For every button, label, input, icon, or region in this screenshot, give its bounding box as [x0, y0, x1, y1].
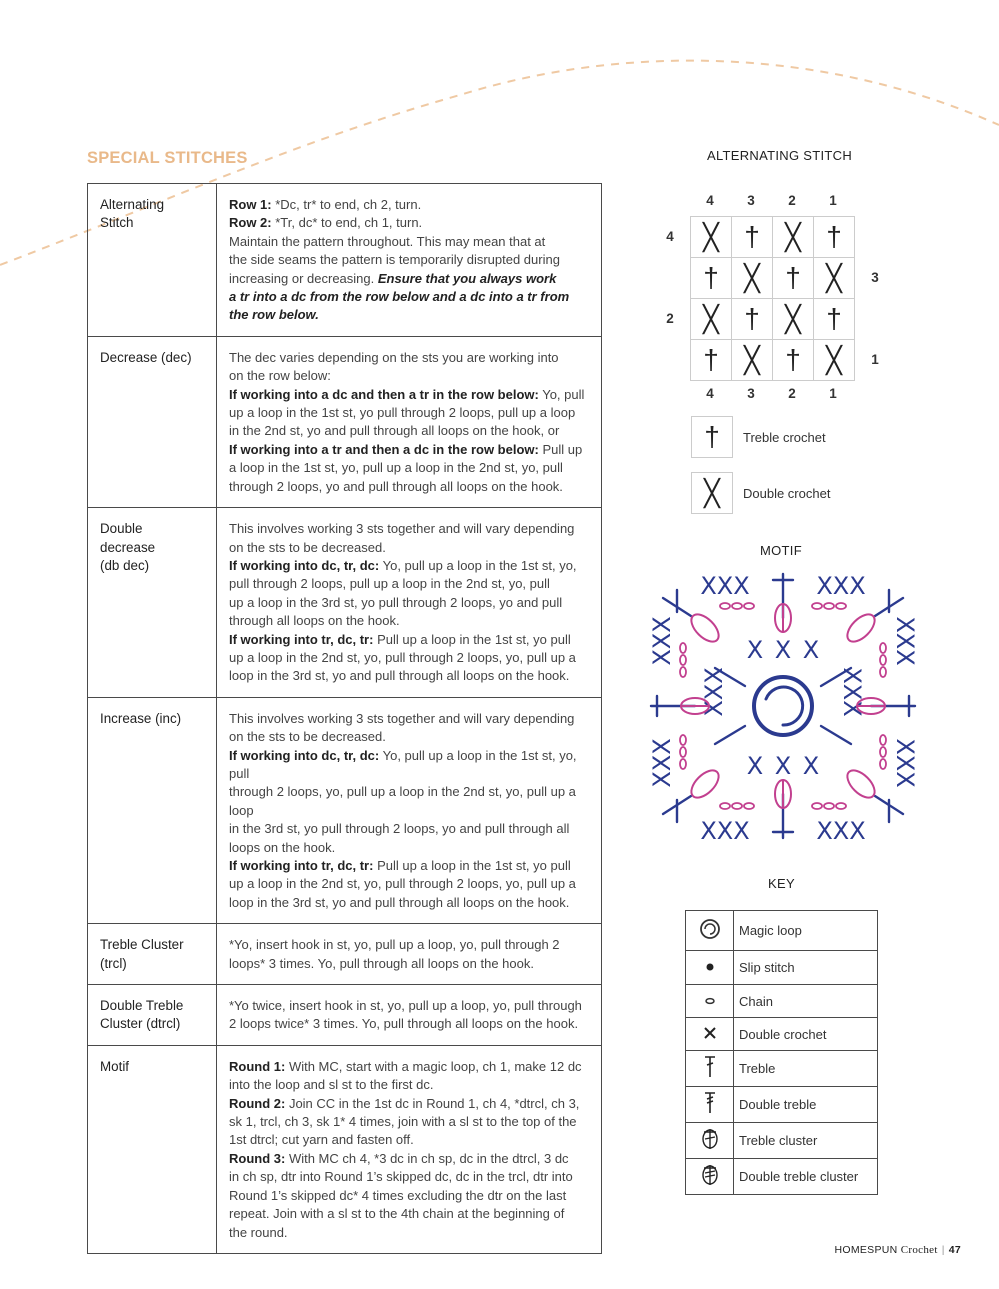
treble-crochet-icon: †	[732, 217, 773, 258]
svg-text:X: X	[746, 752, 764, 780]
stitch-description	[217, 184, 602, 337]
body-text: on the sts to be decreased.	[229, 729, 386, 745]
emphasis-text: Round 1:	[229, 1058, 286, 1074]
key-title: KEY	[768, 876, 795, 891]
description-line	[229, 288, 591, 306]
stitch-name-line: Treble Cluster	[100, 937, 184, 953]
stitch-name	[88, 336, 217, 507]
body-text: in the 3rd st, yo pull through 2 loops, yo and pull through all	[229, 821, 570, 837]
body-text: through 2 loops, yo, pull up a loop in the 2nd st, yo, pull up a loop	[229, 784, 576, 818]
stitch-name-line: decrease	[100, 539, 156, 555]
description-line	[229, 857, 591, 875]
description-line	[229, 1113, 591, 1131]
description-line	[229, 936, 591, 954]
stitch-description	[217, 508, 602, 698]
stitch-description	[217, 336, 602, 507]
body-text: through all loops on the hook.	[229, 613, 400, 629]
body-text: up a loop in the 2nd st, yo, pull through 2 loops, yo, pull up a	[229, 876, 576, 892]
key-table	[685, 910, 878, 1195]
description-line	[229, 349, 591, 367]
body-text: up a loop in the 1st st, yo pull through 2 loops, pull up a loop	[229, 405, 576, 421]
description-line	[229, 306, 591, 324]
page-number: 47	[948, 1244, 961, 1256]
stitch-name-line: Alternating	[100, 197, 165, 212]
key-label: Treble cluster	[734, 1123, 878, 1159]
svg-text:X: X	[774, 636, 792, 664]
emphasis-text: If working into a tr and then a dc in the row below:	[229, 441, 539, 457]
svg-text:X: X	[746, 636, 764, 664]
treble-crochet-icon: †	[691, 340, 732, 381]
stitch-description	[217, 985, 602, 1046]
column-number: 3	[747, 386, 755, 401]
stitch-name	[88, 924, 217, 985]
body-text: The dec varies depending on the sts you are working into	[229, 349, 559, 365]
description-line	[229, 710, 591, 728]
description-line	[229, 459, 591, 477]
body-text: Pull up a loop in the 1st st, yo pull	[373, 858, 571, 873]
body-text: repeat. Join with a sl st to the 4th chain at the beginning of	[229, 1206, 565, 1222]
footer-separator: |	[941, 1244, 945, 1256]
key-row	[686, 1087, 878, 1123]
emphasis-text: If working into a dc and then a tr in the row below:	[229, 386, 539, 402]
description-line	[229, 441, 591, 459]
stitch-name-line: (db dec)	[100, 557, 150, 573]
double-treble-cluster-icon	[686, 1159, 734, 1195]
description-line	[229, 1058, 591, 1076]
description-line	[229, 747, 591, 784]
column-number: 1	[829, 193, 837, 208]
body-text: 2 loops twice* 3 times. Yo, pull through all loops on the hook.	[229, 1016, 579, 1032]
key-row	[686, 951, 878, 985]
stitch-name	[88, 508, 217, 698]
svg-text:XXX: XXX	[700, 572, 750, 600]
body-text: on the row below:	[229, 368, 331, 384]
double-crochet-icon: ╳	[732, 340, 773, 381]
emphasis-text: Round 2:	[229, 1095, 286, 1111]
description-line	[229, 783, 591, 820]
description-line	[229, 612, 591, 630]
footer-publication: Crochet	[900, 1244, 938, 1256]
svg-text:X: X	[802, 752, 820, 780]
stitch-row	[88, 508, 602, 698]
body-text: 1st dtrcl; cut yarn and fasten off.	[229, 1132, 414, 1148]
stitch-name-line: Cluster (dtrcl)	[100, 1016, 181, 1032]
footer-brand: HOMESPUN	[834, 1244, 898, 1256]
double-crochet-icon: ╳	[773, 299, 814, 340]
description-line	[229, 404, 591, 422]
body-text: up a loop in the 3rd st, yo pull through 2 loops, yo and pull	[229, 594, 563, 610]
svg-text:XXX: XXX	[816, 817, 866, 844]
body-text: loops on the hook.	[229, 839, 336, 855]
svg-text:X: X	[774, 752, 792, 780]
double-crochet-icon: ╳	[691, 299, 732, 340]
key-row	[686, 1159, 878, 1195]
description-line	[229, 1205, 591, 1223]
body-text: pull through 2 loops, pull up a loop in the 2nd st, yo, pull	[229, 576, 550, 592]
svg-text:XXX: XXX	[891, 738, 919, 788]
double-crochet-icon: ╳	[773, 217, 814, 258]
slip-stitch-icon	[686, 951, 734, 985]
description-line	[229, 557, 591, 575]
double-crochet-icon: ╳	[691, 217, 732, 258]
body-text: Pull up a loop in the 1st st, yo pull	[373, 631, 571, 647]
emphasis-text: Row 2:	[229, 215, 272, 231]
legend-label: Double crochet	[743, 486, 831, 501]
description-line	[229, 1224, 591, 1242]
description-line	[229, 820, 591, 838]
body-text: in ch sp, dtr into Round 1’s skipped dc, dc in the trcl, dtr into	[229, 1169, 573, 1185]
description-line	[229, 196, 591, 214]
double-treble-icon	[686, 1087, 734, 1123]
description-line	[229, 875, 591, 893]
description-line	[229, 1076, 591, 1094]
stitch-name	[88, 985, 217, 1046]
body-text: *Yo, insert hook in st, yo, pull up a loop, yo, pull through 2	[229, 937, 560, 953]
description-line	[229, 478, 591, 496]
key-label: Double crochet	[734, 1018, 878, 1051]
description-line	[229, 997, 591, 1015]
stitch-row	[88, 985, 602, 1046]
key-label: Slip stitch	[734, 951, 878, 985]
stitch-name	[88, 697, 217, 923]
emphasis-text: the row below.	[229, 307, 319, 323]
emphasis-text: If working into dc, tr, dc:	[229, 557, 380, 573]
stitch-name-line: Double Treble	[100, 998, 184, 1014]
description-line	[229, 594, 591, 612]
body-text: Yo, pull up a loop in the 1st st, yo, pull	[229, 747, 577, 781]
body-text: into the loop and sl st to the first dc.	[229, 1077, 434, 1093]
section-title: SPECIAL STITCHES	[87, 149, 248, 167]
description-line	[229, 270, 591, 288]
key-row	[686, 1051, 878, 1087]
description-line	[229, 520, 591, 538]
body-text: loop in the 3rd st, yo and pull through all loops on the hook.	[229, 894, 570, 910]
body-text: through 2 loops, yo and pull through all loops on the hook.	[229, 478, 563, 494]
description-line	[229, 1150, 591, 1168]
description-line	[229, 728, 591, 746]
alternating-stitch-title: ALTERNATING STITCH	[707, 148, 853, 163]
stitch-name-line: Double	[100, 521, 143, 537]
svg-text:XXX: XXX	[700, 667, 728, 717]
description-line	[229, 667, 591, 685]
description-line	[229, 1187, 591, 1205]
emphasis-text: Round 3:	[229, 1150, 286, 1166]
body-text: *Yo twice, insert hook in st, yo, pull up a loop, yo, pull through	[229, 998, 582, 1014]
body-text: With MC ch 4, *3 dc in ch sp, dc in the dtrcl, 3 dc	[285, 1150, 569, 1166]
emphasis-text: If working into tr, dc, tr:	[229, 631, 374, 647]
stitch-row	[88, 697, 602, 923]
svg-text:XXX: XXX	[700, 817, 750, 844]
treble-icon	[686, 1051, 734, 1087]
svg-text:X: X	[802, 636, 820, 664]
row-number: 3	[871, 270, 879, 285]
treble-crochet-icon: †	[814, 217, 855, 258]
treble-crochet-icon: †	[732, 299, 773, 340]
stitch-row	[88, 924, 602, 985]
key-label: Chain	[734, 985, 878, 1018]
description-line	[229, 214, 591, 232]
double-crochet-icon: ╳	[814, 340, 855, 381]
stitch-description	[217, 1045, 602, 1253]
column-number: 4	[706, 193, 714, 208]
body-text: loop in the 3rd st, yo and pull through all loops on the hook.	[229, 668, 570, 684]
body-text: *Dc, tr* to end, ch 2, turn.	[271, 197, 422, 212]
column-number: 1	[829, 386, 837, 401]
body-text: Join CC in the 1st dc in Round 1, ch 4, *dtrcl, ch 3,	[285, 1095, 580, 1111]
svg-text:XXX: XXX	[891, 616, 919, 666]
key-label: Double treble cluster	[734, 1159, 878, 1195]
body-text: *Tr, dc* to end, ch 1, turn.	[271, 215, 423, 231]
body-text: the round.	[229, 1224, 288, 1240]
stitch-name-line: Motif	[100, 1058, 130, 1074]
svg-text:XXX: XXX	[648, 616, 676, 666]
description-line	[229, 251, 591, 269]
column-number: 4	[706, 386, 714, 401]
body-text: Round 1’s skipped dc* 4 times excluding the dtr on the last	[229, 1187, 567, 1203]
description-line	[229, 894, 591, 912]
body-text: in the 2nd st, yo and pull through all loops on the hook, or	[229, 423, 560, 439]
emphasis-text: Row 1:	[229, 197, 272, 212]
body-text: up a loop in the 2nd st, yo, pull through 2 loops, yo, pull up a	[229, 649, 576, 665]
emphasis-text: a tr into a dc from the row below and a dc into a tr from	[229, 289, 570, 305]
key-label: Magic loop	[734, 911, 878, 951]
treble-crochet-icon: †	[773, 258, 814, 299]
magic-loop-icon	[686, 911, 734, 951]
emphasis-text: If working into dc, tr, dc:	[229, 747, 380, 763]
legend-label: Treble crochet	[743, 430, 826, 445]
column-number: 3	[747, 193, 755, 208]
treble-crochet-icon: †	[814, 299, 855, 340]
stitch-name	[88, 184, 217, 337]
description-line	[229, 1131, 591, 1149]
row-number: 4	[666, 229, 674, 244]
stitch-name-line: (trcl)	[100, 955, 127, 971]
treble-crochet-icon: †	[691, 258, 732, 299]
stitch-name-line: Decrease (dec)	[100, 349, 192, 365]
body-text: loops* 3 times. Yo, pull through all loops on the hook.	[229, 955, 534, 971]
stitch-description	[217, 697, 602, 923]
emphasis-text: If working into tr, dc, tr:	[229, 858, 374, 873]
body-text: Maintain the pattern throughout. This may mean that at	[229, 233, 546, 249]
stitch-name-line: Stitch	[100, 215, 134, 231]
special-stitches-table	[87, 183, 602, 1254]
row-number: 2	[666, 311, 674, 326]
body-text: This involves working 3 sts together and will vary depending	[229, 521, 575, 537]
description-line	[229, 575, 591, 593]
body-text: With MC, start with a magic loop, ch 1, make 12 dc	[285, 1058, 582, 1074]
body-text: on the sts to be decreased.	[229, 539, 386, 555]
double-crochet-icon: ╳	[691, 472, 733, 514]
key-row	[686, 1123, 878, 1159]
column-number: 2	[788, 386, 796, 401]
svg-text:XXX: XXX	[648, 738, 676, 788]
stitch-row	[88, 1045, 602, 1253]
body-text: sk 1, trcl, ch 3, sk 1* 4 times, join with a sl st to the top of the	[229, 1114, 577, 1130]
description-line	[229, 955, 591, 973]
column-number: 2	[788, 193, 796, 208]
alternating-stitch-grid	[690, 216, 855, 381]
description-line	[229, 649, 591, 667]
stitch-name	[88, 1045, 217, 1253]
motif-chart	[645, 568, 921, 844]
motif-title: MOTIF	[760, 543, 802, 558]
double-crochet-icon: ╳	[732, 258, 773, 299]
treble-crochet-icon: †	[773, 340, 814, 381]
body-text: Yo, pull	[538, 386, 585, 402]
description-line	[229, 1095, 591, 1113]
description-line	[229, 1015, 591, 1033]
emphasis-text: Ensure that you always work	[377, 270, 557, 286]
treble-cluster-icon	[686, 1123, 734, 1159]
body-text: increasing or decreasing.	[229, 270, 378, 286]
body-text: Pull up	[538, 441, 583, 457]
row-number: 1	[871, 352, 879, 367]
key-row	[686, 1018, 878, 1051]
double-crochet-icon: ╳	[814, 258, 855, 299]
description-line	[229, 631, 591, 649]
body-text: a loop in the 1st st, yo, pull up a loop in the 2nd st, yo, pull	[229, 460, 563, 476]
stitch-row	[88, 184, 602, 337]
stitch-row	[88, 336, 602, 507]
description-line	[229, 839, 591, 857]
description-line	[229, 367, 591, 385]
description-line	[229, 422, 591, 440]
svg-text:XXX: XXX	[838, 667, 866, 717]
double-crochet-icon	[686, 1018, 734, 1051]
description-line	[229, 386, 591, 404]
stitch-description	[217, 924, 602, 985]
key-row	[686, 911, 878, 951]
key-label: Treble	[734, 1051, 878, 1087]
treble-crochet-icon: †	[691, 416, 733, 458]
key-row	[686, 985, 878, 1018]
description-line	[229, 539, 591, 557]
body-text: This involves working 3 sts together and will vary depending	[229, 710, 575, 726]
description-line	[229, 233, 591, 251]
stitch-name-line: Increase (inc)	[100, 710, 182, 726]
page-footer	[834, 1244, 961, 1256]
body-text: the side seams the pattern is temporarily disrupted during	[229, 252, 560, 268]
chain-icon	[686, 985, 734, 1018]
key-label: Double treble	[734, 1087, 878, 1123]
description-line	[229, 1168, 591, 1186]
body-text: Yo, pull up a loop in the 1st st, yo,	[379, 557, 577, 573]
svg-text:XXX: XXX	[816, 572, 866, 600]
